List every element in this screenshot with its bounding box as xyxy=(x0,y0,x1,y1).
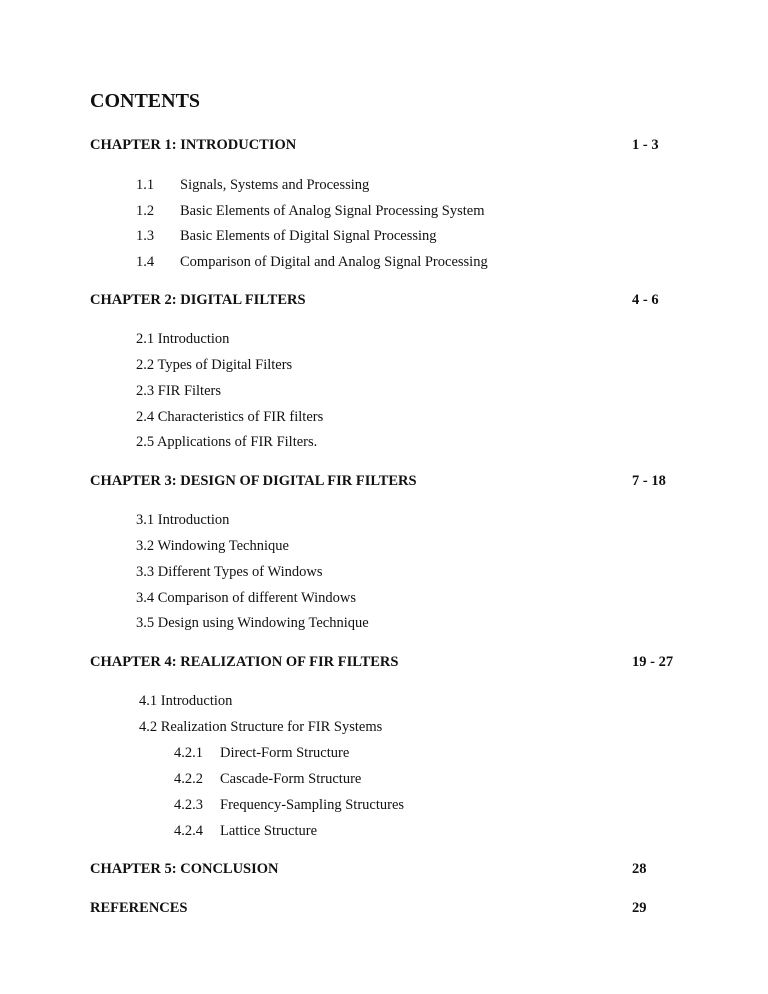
page-title: CONTENTS xyxy=(90,90,201,112)
toc-subitem-text: Lattice Structure xyxy=(220,823,318,839)
toc-item: 2.2 Types of Digital Filters xyxy=(136,357,293,373)
toc-subitem-number: 4.2.4 xyxy=(174,823,203,839)
toc-item-number: 1.1 xyxy=(136,177,155,193)
toc-item: 4.1 Introduction xyxy=(139,693,233,709)
chapter-3-pages: 7 - 18 xyxy=(632,473,666,489)
chapter-2-pages: 4 - 6 xyxy=(632,292,659,308)
toc-item-number: 1.3 xyxy=(136,228,155,244)
toc-subitem-text: Frequency-Sampling Structures xyxy=(220,797,405,813)
toc-subitem-number: 4.2.3 xyxy=(174,797,203,813)
toc-item: 2.5 Applications of FIR Filters. xyxy=(136,434,318,450)
toc-item-text: Basic Elements of Analog Signal Processing System xyxy=(180,203,485,219)
toc-item: 2.3 FIR Filters xyxy=(136,383,221,399)
references-heading: REFERENCES xyxy=(90,900,188,916)
toc-item-text: Signals, Systems and Processing xyxy=(180,177,370,193)
toc-item: 3.5 Design using Windowing Technique xyxy=(136,615,369,631)
toc-item: 4.2 Realization Structure for FIR Systems xyxy=(139,719,383,735)
toc-item: 2.4 Characteristics of FIR filters xyxy=(136,409,324,425)
toc-subitem-text: Cascade-Form Structure xyxy=(220,771,362,787)
chapter-1-heading: CHAPTER 1: INTRODUCTION xyxy=(90,137,297,153)
toc-item: 3.1 Introduction xyxy=(136,512,230,528)
toc-item-text: Basic Elements of Digital Signal Processing xyxy=(180,228,437,244)
toc-item: 2.1 Introduction xyxy=(136,331,230,347)
toc-subitem-text: Direct-Form Structure xyxy=(220,745,350,761)
toc-subitem-number: 4.2.2 xyxy=(174,771,203,787)
toc-item: 3.4 Comparison of different Windows xyxy=(136,590,356,606)
toc-item: 3.3 Different Types of Windows xyxy=(136,564,323,580)
chapter-1-pages: 1 - 3 xyxy=(632,137,659,153)
chapter-4-pages: 19 - 27 xyxy=(632,654,674,670)
chapter-5-heading: CHAPTER 5: CONCLUSION xyxy=(90,861,279,877)
toc-item-number: 1.2 xyxy=(136,203,155,219)
toc-item-text: Comparison of Digital and Analog Signal Processing xyxy=(180,254,488,270)
chapter-4-heading: CHAPTER 4: REALIZATION OF FIR FILTERS xyxy=(90,654,399,670)
chapter-2-heading: CHAPTER 2: DIGITAL FILTERS xyxy=(90,292,306,308)
toc-subitem-number: 4.2.1 xyxy=(174,745,203,761)
toc-item: 3.2 Windowing Technique xyxy=(136,538,289,554)
chapter-5-pages: 28 xyxy=(632,861,647,877)
toc-item-number: 1.4 xyxy=(136,254,155,270)
chapter-3-heading: CHAPTER 3: DESIGN OF DIGITAL FIR FILTERS xyxy=(90,473,417,489)
references-pages: 29 xyxy=(632,900,647,916)
